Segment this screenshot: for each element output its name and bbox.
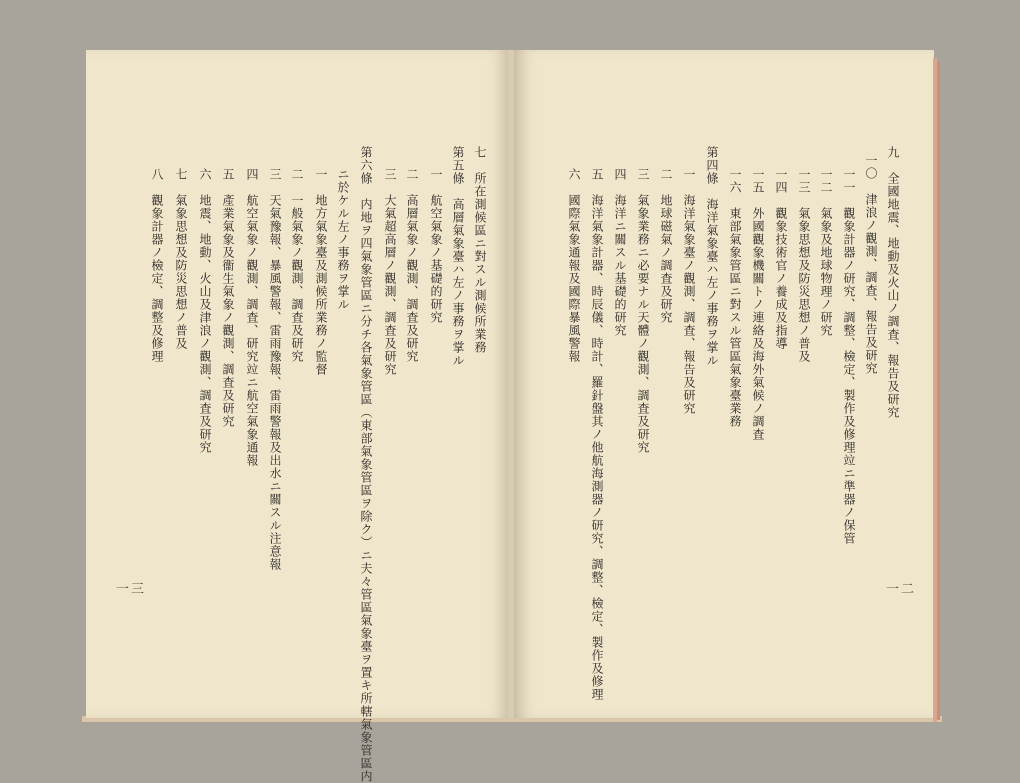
left-page-column: 七 所在測候區ニ對スル測候所業務 — [473, 146, 487, 354]
left-page-column: 三 大氣超高層ノ觀測、調査及研究 — [383, 168, 397, 376]
right-page-column: 六 國際氣象通報及國際暴風警報 — [567, 168, 581, 363]
left-page-column: ニ於ケル左ノ事務ヲ掌ル — [336, 168, 350, 311]
right-page-column: 一一 觀象計器ノ研究、調整、檢定、製作及修理竝ニ準器ノ保管 — [842, 168, 856, 545]
right-page-column: 一四 觀象技術官ノ養成及指導 — [774, 168, 788, 350]
right-page-column: 九 全國地震、地動及火山ノ調査、報告及研究 — [886, 146, 900, 419]
right-page-column: 二 地球磁氣ノ調査及研究 — [659, 168, 673, 324]
left-page-number: 一三 — [116, 582, 147, 597]
right-page-column: 一六 東部氣象管區ニ對スル管區氣象臺業務 — [728, 168, 742, 428]
page-edges-outer — [937, 62, 940, 720]
right-page-column: 五 海洋氣象計器、時辰儀、時計、羅針盤其ノ他航海測器ノ研究、調整、檢定、製作及修理 — [590, 168, 604, 701]
right-page-column: 一二 氣象及地球物理ノ研究 — [819, 168, 833, 337]
right-page-number: 一二 — [886, 582, 917, 597]
left-page-column: 一 地方氣象臺及測候所業務ノ監督 — [314, 168, 328, 376]
left-page-column: 二 一般氣象ノ觀測、調査及研究 — [290, 168, 304, 363]
left-page-column: 七 氣象思想及防災思想ノ普及 — [174, 168, 188, 350]
right-page — [514, 50, 934, 718]
left-page-column: 五 產業氣象及衞生氣象ノ觀測、調査及研究 — [221, 168, 235, 428]
open-book — [82, 50, 942, 783]
right-page-column: 四 海洋ニ關スル基礎的研究 — [613, 168, 627, 337]
left-page — [86, 50, 510, 783]
left-page-column: 第五條 高層氣象臺ハ左ノ事務ヲ掌ル — [451, 146, 465, 367]
left-page-column: 六 地震、地動、火山及津浪ノ觀測、調査及研究 — [198, 168, 212, 454]
left-page-column: 四 航空氣象ノ觀測、調査、研究竝ニ航空氣象通報 — [245, 168, 259, 467]
left-page-column: 第六條 内地ヲ四氣象管區ニ分チ各氣象管區（東部氣象管區ヲ除ク）ニ夫々管區氣象臺ヲ置キ所轄氣象管區内 — [359, 146, 373, 783]
right-page-column: 一五 外國觀象機關トノ連絡及海外氣候ノ調査 — [751, 168, 765, 441]
right-page-column: 第四條 海洋氣象臺ハ左ノ事務ヲ掌ル — [705, 146, 719, 367]
right-page-column: 一 海洋氣象臺ノ觀測、調査、報告及研究 — [682, 168, 696, 415]
right-page-column: 三 氣象業務ニ必要ナル天體ノ觀測、調査及研究 — [636, 168, 650, 454]
left-page-column: 二 高層氣象ノ觀測、調査及研究 — [405, 168, 419, 363]
right-page-column: 一〇 津浪ノ觀測、調査、報告及研究 — [864, 154, 878, 375]
left-page-column: 一 航空氣象ノ基礎的研究 — [429, 168, 443, 324]
right-page-column: 一三 氣象思想及防災思想ノ普及 — [797, 168, 811, 363]
left-page-column: 三 天氣豫報、暴風警報、雷雨豫報、雷雨警報及出水ニ關スル注意報 — [268, 168, 282, 571]
left-page-column: 八 觀象計器ノ檢定、調整及修理 — [150, 168, 164, 363]
